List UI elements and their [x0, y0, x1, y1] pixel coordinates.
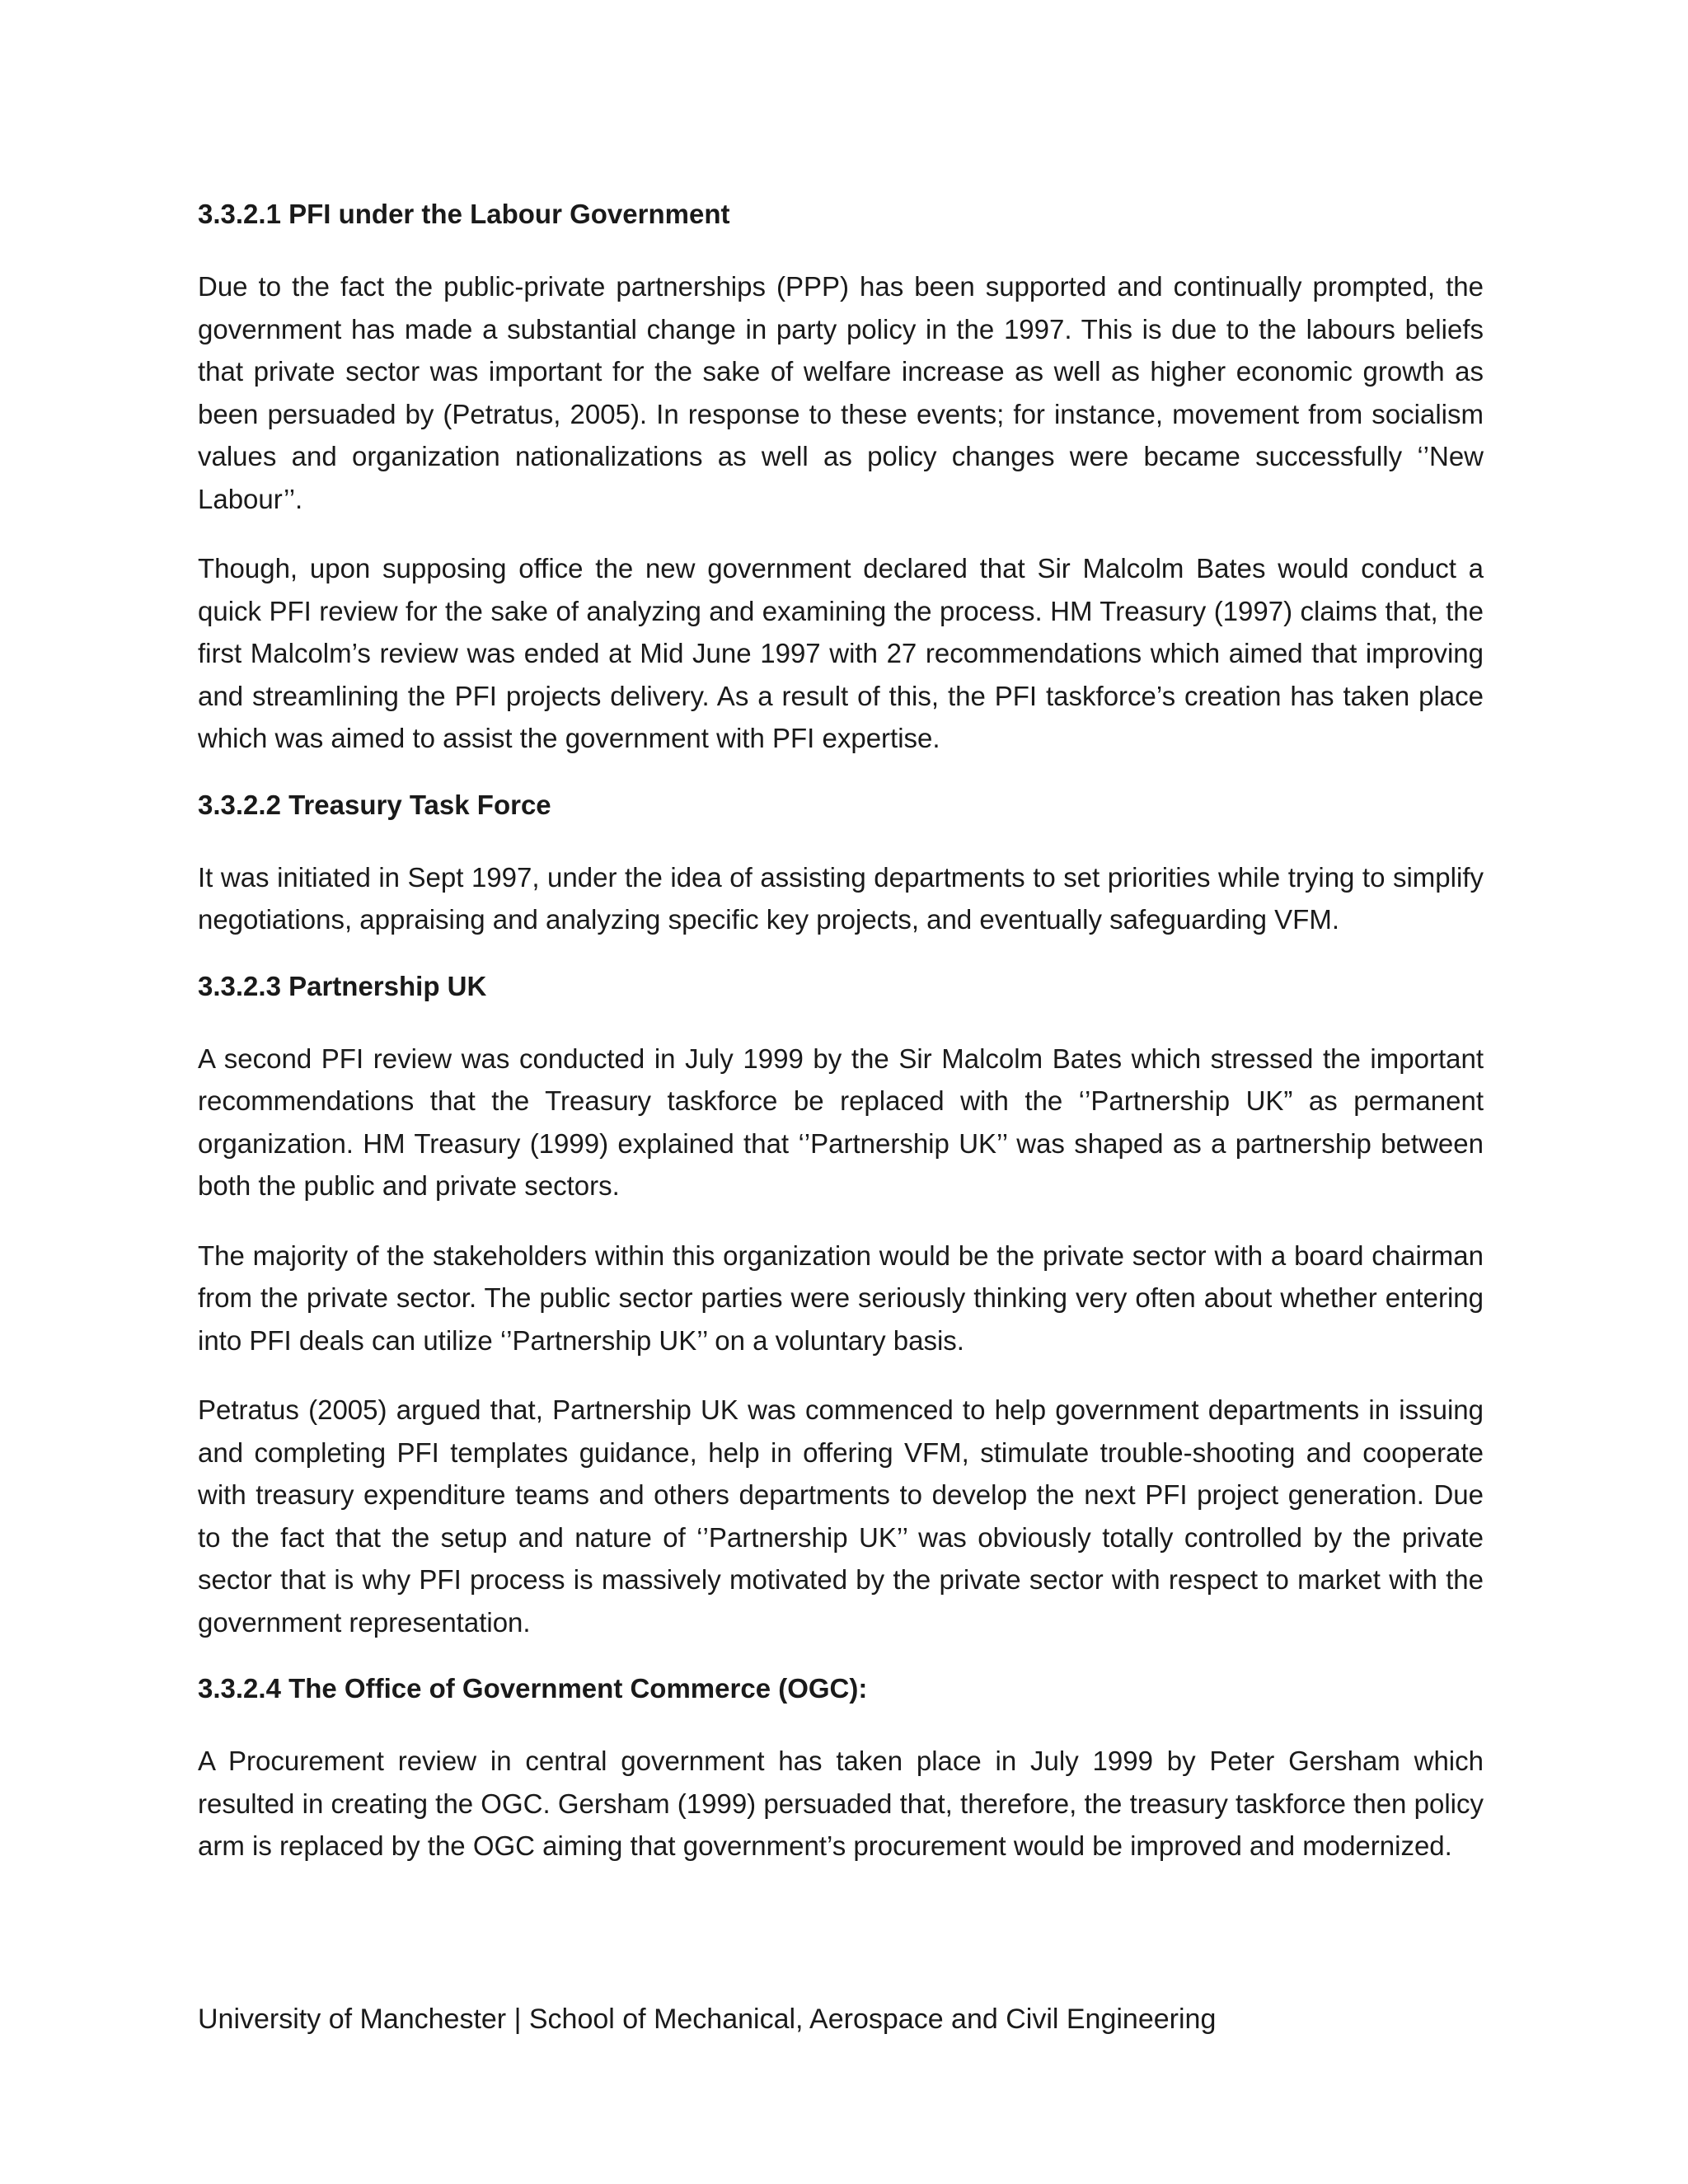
section-heading: 3.3.2.1 PFI under the Labour Government	[198, 199, 730, 229]
section-pfi-labour-government	[198, 196, 1484, 760]
paragraph: Petratus (2005) argued that, Partnership UK was commenced to help government departments in issuing and completing PFI templates guidance, help in offering VFM, stimulate trouble-shooting and cooperate with treasury expenditure teams and others departments to develop the next PFI project generation. Due to the fact that the setup and nature of ‘’Partnership UK’’ was obviously totally controlled by the private sector that is why PFI process is massively motivated by the private sector with respect to market with the government representation.	[198, 1394, 1484, 1638]
section-treasury-task-force	[198, 787, 1484, 941]
section-heading: 3.3.2.3 Partnership UK	[198, 970, 487, 1001]
page-footer: University of Manchester | School of Mechanical, Aerospace and Civil Engineering	[198, 2004, 1217, 2035]
section-heading: 3.3.2.2 Treasury Task Force	[198, 789, 551, 820]
paragraph: Though, upon supposing office the new government declared that Sir Malcolm Bates would conduct a quick PFI review for the sake of analyzing and examining the process. HM Treasury (1997) claims that, the first Malcolm’s review was ended at Mid June 1997 with 27 recommendations which aimed that improving and streamlining the PFI projects delivery. As a result of this, the PFI taskforce’s creation has taken place which was aimed to assist the government with PFI expertise.	[198, 553, 1484, 753]
section-office-of-government-commerce	[198, 1671, 1484, 1868]
paragraph: A second PFI review was conducted in July 1999 by the Sir Malcolm Bates which stressed the important recommendations that the Treasury taskforce be replaced with the ‘’Partnership UK” as permanent organization. HM Treasury (1999) explained that ‘’Partnership UK’’ was shaped as a partnership between both the public and private sectors.	[198, 1043, 1484, 1201]
paragraph: A Procurement review in central government has taken place in July 1999 by Peter Gersham which resulted in creating the OGC. Gersham (1999) persuaded that, therefore, the treasury taskforce then policy arm is replaced by the OGC aiming that government’s procurement would be improved and modernized.	[198, 1746, 1484, 1861]
paragraph: It was initiated in Sept 1997, under the idea of assisting departments to set priorities while trying to simplify negotiations, appraising and analyzing specific key projects, and eventually safeguarding VFM.	[198, 861, 1484, 935]
document-body	[198, 196, 1484, 1895]
paragraph: The majority of the stakeholders within this organization would be the private sector with a board chairman from the private sector. The public sector parties were seriously thinking very often about whether entering into PFI deals can utilize ‘’Partnership UK’’ on a voluntary basis.	[198, 1240, 1484, 1356]
section-partnership-uk	[198, 968, 1484, 1644]
paragraph: Due to the fact the public-private partnerships (PPP) has been supported and continually prompted, the government has made a substantial change in party policy in the 1997. This is due to the labours beliefs that private sector was important for the sake of welfare increase as well as higher economic growth as been persuaded by (Petratus, 2005). In response to these events; for instance, movement from socialism values and organization nationalizations as well as policy changes were became successfully ‘’New Labour’’.	[198, 271, 1484, 514]
section-heading: 3.3.2.4 The Office of Government Commerce (OGC):	[198, 1673, 868, 1704]
